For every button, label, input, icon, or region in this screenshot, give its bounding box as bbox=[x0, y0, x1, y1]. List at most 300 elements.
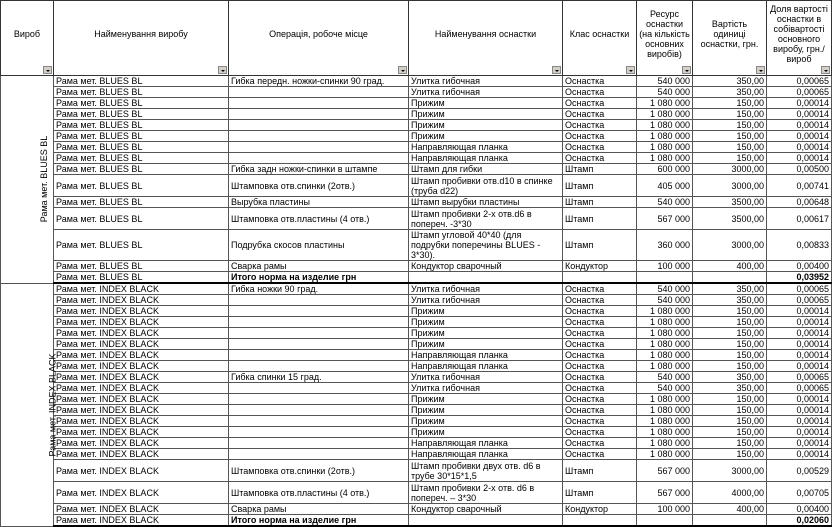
unit-cost-cell[interactable] bbox=[693, 515, 767, 527]
cost-share-cell[interactable]: 0,00014 bbox=[767, 109, 832, 120]
tool-class-cell[interactable]: Штамп bbox=[563, 175, 637, 197]
unit-cost-cell[interactable]: 150,00 bbox=[693, 438, 767, 449]
tool-class-cell[interactable]: Кондуктор bbox=[563, 504, 637, 515]
product-group-cell[interactable] bbox=[1, 76, 54, 284]
header-row bbox=[1, 1, 832, 76]
tool-name-cell[interactable]: Прижим bbox=[409, 98, 563, 109]
column-header-tool-resource bbox=[637, 1, 693, 76]
product-name-cell[interactable]: Рама мет. INDEX BLACK bbox=[54, 416, 229, 427]
tool-class-cell[interactable]: Оснастка bbox=[563, 295, 637, 306]
cost-share-cell[interactable]: 0,00014 bbox=[767, 153, 832, 164]
table-row bbox=[1, 230, 832, 261]
resource-cell[interactable]: 1 080 000 bbox=[637, 98, 693, 109]
cost-share-cell[interactable]: 0,00014 bbox=[767, 98, 832, 109]
unit-cost-cell[interactable]: 350,00 bbox=[693, 372, 767, 383]
cost-share-cell[interactable]: 0,00833 bbox=[767, 230, 832, 261]
operation-cell[interactable] bbox=[229, 405, 409, 416]
operation-cell[interactable] bbox=[229, 427, 409, 438]
filter-dropdown-button[interactable] bbox=[552, 66, 561, 74]
product-name-cell[interactable]: Рама мет. BLUES BL bbox=[54, 87, 229, 98]
filter-dropdown-button[interactable] bbox=[218, 66, 227, 74]
operation-cell[interactable] bbox=[229, 153, 409, 164]
cost-share-cell[interactable]: 0,00014 bbox=[767, 361, 832, 372]
cost-share-cell[interactable]: 0,00014 bbox=[767, 142, 832, 153]
product-name-cell[interactable]: Рама мет. INDEX BLACK bbox=[54, 339, 229, 350]
operation-cell[interactable] bbox=[229, 131, 409, 142]
cost-share-cell[interactable]: 0,00065 bbox=[767, 295, 832, 306]
operation-cell[interactable] bbox=[229, 350, 409, 361]
cost-share-cell[interactable]: 0,00741 bbox=[767, 175, 832, 197]
tool-name-cell[interactable]: Прижим bbox=[409, 317, 563, 328]
tool-class-cell[interactable]: Оснастка bbox=[563, 98, 637, 109]
tool-name-cell[interactable]: Направляющая планка bbox=[409, 153, 563, 164]
unit-cost-cell[interactable]: 150,00 bbox=[693, 339, 767, 350]
table-row bbox=[1, 175, 832, 197]
tool-class-cell[interactable]: Штамп bbox=[563, 460, 637, 482]
cost-share-cell[interactable]: 0,00014 bbox=[767, 328, 832, 339]
operation-cell[interactable] bbox=[229, 306, 409, 317]
operation-cell[interactable]: Гибка задн ножки-спинки в штампе bbox=[229, 164, 409, 175]
unit-cost-cell[interactable]: 350,00 bbox=[693, 295, 767, 306]
operation-cell[interactable] bbox=[229, 328, 409, 339]
operation-cell[interactable] bbox=[229, 317, 409, 328]
cost-share-cell[interactable]: 0,00065 bbox=[767, 87, 832, 98]
unit-cost-cell[interactable]: 3500,00 bbox=[693, 197, 767, 208]
column-header-tool-name bbox=[409, 1, 563, 76]
operation-cell[interactable]: Сварка рамы bbox=[229, 504, 409, 515]
unit-cost-cell[interactable]: 150,00 bbox=[693, 109, 767, 120]
tool-class-cell[interactable]: Оснастка bbox=[563, 394, 637, 405]
product-group-label: Рама мет. BLUES BL bbox=[39, 136, 50, 223]
unit-cost-cell[interactable]: 350,00 bbox=[693, 76, 767, 87]
cost-share-cell[interactable]: 0,00065 bbox=[767, 383, 832, 394]
tool-name-cell[interactable]: Прижим bbox=[409, 405, 563, 416]
unit-cost-cell[interactable]: 3000,00 bbox=[693, 230, 767, 261]
tool-name-cell[interactable]: Направляющая планка bbox=[409, 350, 563, 361]
operation-cell[interactable]: Штамповка отв.спинки (2отв.) bbox=[229, 460, 409, 482]
unit-cost-cell[interactable]: 4000,00 bbox=[693, 482, 767, 504]
cost-share-cell[interactable]: 0,00014 bbox=[767, 427, 832, 438]
tool-class-cell[interactable]: Штамп bbox=[563, 208, 637, 230]
resource-cell[interactable]: 1 080 000 bbox=[637, 339, 693, 350]
unit-cost-cell[interactable]: 150,00 bbox=[693, 394, 767, 405]
unit-cost-cell[interactable] bbox=[693, 272, 767, 284]
tool-class-cell[interactable]: Оснастка bbox=[563, 87, 637, 98]
tool-name-cell[interactable]: Прижим bbox=[409, 109, 563, 120]
operation-cell[interactable] bbox=[229, 383, 409, 394]
tool-name-cell[interactable]: Улитка гибочная bbox=[409, 76, 563, 87]
filter-dropdown-button[interactable] bbox=[821, 66, 830, 74]
cost-share-cell[interactable]: 0,00014 bbox=[767, 416, 832, 427]
operation-cell[interactable]: Штамповка отв.пластины (4 отв.) bbox=[229, 208, 409, 230]
resource-cell[interactable]: 1 080 000 bbox=[637, 427, 693, 438]
total-cost-share[interactable]: 0,03952 bbox=[767, 272, 832, 284]
product-name-cell[interactable]: Рама мет. BLUES BL bbox=[54, 98, 229, 109]
product-name-cell[interactable]: Рама мет. BLUES BL bbox=[54, 175, 229, 197]
table-row bbox=[1, 153, 832, 164]
resource-cell[interactable] bbox=[637, 515, 693, 527]
cost-share-cell[interactable]: 0,00014 bbox=[767, 131, 832, 142]
table-row bbox=[1, 427, 832, 438]
product-name-cell[interactable]: Рама мет. BLUES BL bbox=[54, 261, 229, 272]
tool-class-cell[interactable]: Оснастка bbox=[563, 405, 637, 416]
table-row bbox=[1, 350, 832, 361]
cost-share-cell[interactable]: 0,00014 bbox=[767, 120, 832, 131]
product-name-cell[interactable]: Рама мет. BLUES BL bbox=[54, 76, 229, 87]
product-name-cell[interactable]: Рама мет. INDEX BLACK bbox=[54, 405, 229, 416]
resource-cell[interactable]: 1 080 000 bbox=[637, 394, 693, 405]
resource-cell[interactable]: 540 000 bbox=[637, 76, 693, 87]
product-name-cell[interactable]: Рама мет. INDEX BLACK bbox=[54, 460, 229, 482]
tool-class-cell[interactable]: Штамп bbox=[563, 482, 637, 504]
tool-name-cell[interactable]: Направляющая планка bbox=[409, 438, 563, 449]
unit-cost-cell[interactable]: 150,00 bbox=[693, 153, 767, 164]
column-header-label: Операція, робоче місце bbox=[269, 29, 368, 39]
operation-cell[interactable]: Гибка ножки 90 град. bbox=[229, 283, 409, 295]
column-header-unit-cost bbox=[693, 1, 767, 76]
product-name-cell[interactable]: Рама мет. BLUES BL bbox=[54, 153, 229, 164]
tool-name-cell[interactable] bbox=[409, 272, 563, 284]
resource-cell[interactable]: 1 080 000 bbox=[637, 438, 693, 449]
column-header-product-group bbox=[1, 1, 54, 76]
operation-cell[interactable] bbox=[229, 109, 409, 120]
unit-cost-cell[interactable]: 150,00 bbox=[693, 142, 767, 153]
operation-cell[interactable] bbox=[229, 295, 409, 306]
resource-cell[interactable]: 100 000 bbox=[637, 504, 693, 515]
tool-class-cell[interactable]: Оснастка bbox=[563, 383, 637, 394]
table-row bbox=[1, 283, 832, 295]
tool-name-cell[interactable]: Улитка гибочная bbox=[409, 87, 563, 98]
product-name-cell[interactable]: Рама мет. INDEX BLACK bbox=[54, 504, 229, 515]
tool-name-cell[interactable]: Улитка гибочная bbox=[409, 295, 563, 306]
operation-cell[interactable] bbox=[229, 416, 409, 427]
tool-name-cell[interactable]: Штамп пробивки 2-х отв.d6 в попереч. -3*30 bbox=[409, 208, 563, 230]
cost-share-cell[interactable]: 0,00014 bbox=[767, 394, 832, 405]
product-name-cell[interactable]: Рама мет. BLUES BL bbox=[54, 131, 229, 142]
tool-name-cell[interactable]: Направляющая планка bbox=[409, 142, 563, 153]
product-name-cell[interactable]: Рама мет. BLUES BL bbox=[54, 208, 229, 230]
table-row bbox=[1, 339, 832, 350]
resource-cell[interactable]: 1 080 000 bbox=[637, 120, 693, 131]
resource-cell[interactable]: 1 080 000 bbox=[637, 405, 693, 416]
resource-cell[interactable]: 1 080 000 bbox=[637, 109, 693, 120]
tool-class-cell[interactable]: Оснастка bbox=[563, 153, 637, 164]
table-row bbox=[1, 449, 832, 460]
operation-cell[interactable] bbox=[229, 87, 409, 98]
table-row bbox=[1, 372, 832, 383]
operation-cell[interactable]: Штамповка отв.пластины (4 отв.) bbox=[229, 482, 409, 504]
table-row bbox=[1, 383, 832, 394]
table-row bbox=[1, 87, 832, 98]
resource-cell[interactable]: 540 000 bbox=[637, 197, 693, 208]
tool-name-cell[interactable]: Штамп пробивки 2-х отв. d6 в попереч. – 3*30 bbox=[409, 482, 563, 504]
table-row bbox=[1, 120, 832, 131]
product-name-cell[interactable]: Рама мет. INDEX BLACK bbox=[54, 438, 229, 449]
product-group-cell[interactable] bbox=[1, 283, 58, 526]
resource-cell[interactable]: 1 080 000 bbox=[637, 328, 693, 339]
table-row bbox=[1, 131, 832, 142]
product-name-cell[interactable]: Рама мет. INDEX BLACK bbox=[54, 350, 229, 361]
tool-class-cell[interactable]: Оснастка bbox=[563, 449, 637, 460]
unit-cost-cell[interactable]: 150,00 bbox=[693, 427, 767, 438]
tool-name-cell[interactable]: Прижим bbox=[409, 427, 563, 438]
column-header-label: Виpоб bbox=[13, 29, 41, 39]
resource-cell[interactable]: 540 000 bbox=[637, 295, 693, 306]
operation-cell[interactable] bbox=[229, 361, 409, 372]
resource-cell[interactable]: 405 000 bbox=[637, 175, 693, 197]
cost-share-cell[interactable]: 0,00065 bbox=[767, 372, 832, 383]
tool-class-cell[interactable]: Оснастка bbox=[563, 131, 637, 142]
tool-class-cell[interactable]: Оснастка bbox=[563, 306, 637, 317]
table-row bbox=[1, 482, 832, 504]
column-header-product-name bbox=[54, 1, 229, 76]
unit-cost-cell[interactable]: 350,00 bbox=[693, 283, 767, 295]
tool-name-cell[interactable]: Улитка гибочная bbox=[409, 383, 563, 394]
tool-class-cell[interactable]: Штамп bbox=[563, 230, 637, 261]
table-row bbox=[1, 416, 832, 427]
cost-share-cell[interactable]: 0,00014 bbox=[767, 306, 832, 317]
product-name-cell[interactable]: Рама мет. BLUES BL bbox=[54, 230, 229, 261]
filter-dropdown-button[interactable] bbox=[43, 66, 52, 74]
resource-cell[interactable]: 540 000 bbox=[637, 87, 693, 98]
unit-cost-cell[interactable]: 3500,00 bbox=[693, 208, 767, 230]
column-header-label: Найменування оснастки bbox=[434, 29, 537, 39]
operation-cell[interactable]: Штамповка отв.спинки (2отв.) bbox=[229, 175, 409, 197]
unit-cost-cell[interactable]: 150,00 bbox=[693, 120, 767, 131]
unit-cost-cell[interactable]: 150,00 bbox=[693, 306, 767, 317]
tool-name-cell[interactable]: Штамп пробивки двух отв. d6 в трубе 30*15*1,5 bbox=[409, 460, 563, 482]
resource-cell[interactable]: 1 080 000 bbox=[637, 361, 693, 372]
tool-class-cell[interactable]: Оснастка bbox=[563, 339, 637, 350]
column-header-label: Вартість одиниці оснастки, грн. bbox=[700, 19, 759, 49]
resource-cell[interactable] bbox=[637, 272, 693, 284]
product-name-cell[interactable]: Рама мет. INDEX BLACK bbox=[54, 482, 229, 504]
cost-share-cell[interactable]: 0,00400 bbox=[767, 261, 832, 272]
column-header-label: Доля вартості оснастки в собівартості основного виробу, грн./вироб bbox=[770, 4, 828, 64]
cost-share-cell[interactable]: 0,00705 bbox=[767, 482, 832, 504]
tool-class-cell[interactable]: Оснастка bbox=[563, 416, 637, 427]
operation-cell[interactable] bbox=[229, 98, 409, 109]
operation-cell[interactable] bbox=[229, 120, 409, 131]
resource-cell[interactable]: 1 080 000 bbox=[637, 306, 693, 317]
unit-cost-cell[interactable]: 400,00 bbox=[693, 504, 767, 515]
unit-cost-cell[interactable]: 150,00 bbox=[693, 416, 767, 427]
total-row bbox=[1, 272, 832, 284]
table-row bbox=[1, 98, 832, 109]
product-name-cell[interactable]: Рама мет. INDEX BLACK bbox=[54, 306, 229, 317]
cost-share-cell[interactable]: 0,00014 bbox=[767, 350, 832, 361]
tool-class-cell[interactable]: Оснастка bbox=[563, 438, 637, 449]
product-name-cell[interactable]: Рама мет. INDEX BLACK bbox=[54, 427, 229, 438]
operation-cell[interactable] bbox=[229, 142, 409, 153]
resource-cell[interactable]: 600 000 bbox=[637, 164, 693, 175]
operation-cell[interactable] bbox=[229, 394, 409, 405]
filter-dropdown-button[interactable] bbox=[756, 66, 765, 74]
total-label[interactable]: Итого норма на изделие грн bbox=[229, 515, 409, 527]
tool-name-cell[interactable]: Прижим bbox=[409, 306, 563, 317]
total-label[interactable]: Итого норма на изделие грн bbox=[229, 272, 409, 284]
tool-name-cell[interactable]: Кондуктор сварочный bbox=[409, 261, 563, 272]
tool-name-cell[interactable]: Прижим bbox=[409, 328, 563, 339]
resource-cell[interactable]: 567 000 bbox=[637, 482, 693, 504]
resource-cell[interactable]: 360 000 bbox=[637, 230, 693, 261]
cost-share-cell[interactable]: 0,00014 bbox=[767, 317, 832, 328]
resource-cell[interactable]: 1 080 000 bbox=[637, 317, 693, 328]
tool-name-cell[interactable]: Штамп для гибки bbox=[409, 164, 563, 175]
product-name-cell[interactable]: Рама мет. INDEX BLACK bbox=[54, 328, 229, 339]
operation-cell[interactable]: Подрубка скосов пластины bbox=[229, 230, 409, 261]
product-group-label: Рама мет. INDEX BLACK bbox=[47, 353, 58, 456]
tool-name-cell[interactable]: Прижим bbox=[409, 416, 563, 427]
cost-share-cell[interactable]: 0,00065 bbox=[767, 76, 832, 87]
operation-cell[interactable] bbox=[229, 339, 409, 350]
operation-cell[interactable]: Вырубка пластины bbox=[229, 197, 409, 208]
cost-share-cell[interactable]: 0,00617 bbox=[767, 208, 832, 230]
tool-class-cell[interactable]: Оснастка bbox=[563, 427, 637, 438]
tool-class-cell[interactable]: Оснастка bbox=[563, 76, 637, 87]
unit-cost-cell[interactable]: 150,00 bbox=[693, 405, 767, 416]
tool-name-cell[interactable]: Прижим bbox=[409, 339, 563, 350]
total-row bbox=[1, 515, 832, 527]
unit-cost-cell[interactable]: 350,00 bbox=[693, 383, 767, 394]
column-header-label: Ресурс оснастки (на кількість основних виробів) bbox=[639, 9, 690, 59]
product-name-cell[interactable]: Рама мет. INDEX BLACK bbox=[54, 283, 229, 295]
table-row bbox=[1, 328, 832, 339]
filter-dropdown-button[interactable] bbox=[398, 66, 407, 74]
table-row bbox=[1, 208, 832, 230]
tool-class-cell[interactable]: Оснастка bbox=[563, 283, 637, 295]
product-name-cell[interactable]: Рама мет. INDEX BLACK bbox=[54, 383, 229, 394]
tool-class-cell[interactable]: Оснастка bbox=[563, 350, 637, 361]
tool-name-cell[interactable]: Штамп вырубки пластины bbox=[409, 197, 563, 208]
column-header-tool-class bbox=[563, 1, 637, 76]
table-row bbox=[1, 164, 832, 175]
product-name-cell[interactable]: Рама мет. INDEX BLACK bbox=[54, 317, 229, 328]
tool-name-cell[interactable]: Направляющая планка bbox=[409, 449, 563, 460]
unit-cost-cell[interactable]: 3000,00 bbox=[693, 164, 767, 175]
unit-cost-cell[interactable]: 150,00 bbox=[693, 350, 767, 361]
cost-share-cell[interactable]: 0,00648 bbox=[767, 197, 832, 208]
resource-cell[interactable]: 1 080 000 bbox=[637, 153, 693, 164]
product-name-cell[interactable]: Рама мет. INDEX BLACK bbox=[54, 361, 229, 372]
resource-cell[interactable]: 567 000 bbox=[637, 208, 693, 230]
filter-dropdown-button[interactable] bbox=[682, 66, 691, 74]
resource-cell[interactable]: 1 080 000 bbox=[637, 416, 693, 427]
table-row bbox=[1, 306, 832, 317]
tool-name-cell[interactable]: Улитка гибочная bbox=[409, 372, 563, 383]
resource-cell[interactable]: 1 080 000 bbox=[637, 350, 693, 361]
tool-class-cell[interactable]: Оснастка bbox=[563, 109, 637, 120]
resource-cell[interactable]: 540 000 bbox=[637, 383, 693, 394]
cost-share-cell[interactable]: 0,00014 bbox=[767, 438, 832, 449]
column-header-label: Клас оснастки bbox=[569, 29, 630, 39]
operation-cell[interactable] bbox=[229, 449, 409, 460]
tool-class-cell[interactable]: Оснастка bbox=[563, 328, 637, 339]
resource-cell[interactable]: 540 000 bbox=[637, 372, 693, 383]
table-row bbox=[1, 394, 832, 405]
product-name-cell[interactable]: Рама мет. BLUES BL bbox=[54, 164, 229, 175]
tool-name-cell[interactable]: Штамп пробивки отв.d10 в спинке (труба d22) bbox=[409, 175, 563, 197]
product-name-cell[interactable]: Рама мет. BLUES BL bbox=[54, 142, 229, 153]
tool-name-cell[interactable]: Кондуктор сварочный bbox=[409, 504, 563, 515]
unit-cost-cell[interactable]: 3000,00 bbox=[693, 175, 767, 197]
tool-name-cell[interactable]: Прижим bbox=[409, 120, 563, 131]
tool-class-cell[interactable] bbox=[563, 272, 637, 284]
unit-cost-cell[interactable]: 150,00 bbox=[693, 361, 767, 372]
cost-share-cell[interactable]: 0,00014 bbox=[767, 449, 832, 460]
product-name-cell[interactable]: Рама мет. INDEX BLACK bbox=[54, 449, 229, 460]
unit-cost-cell[interactable]: 350,00 bbox=[693, 87, 767, 98]
product-name-cell[interactable]: Рама мет. BLUES BL bbox=[54, 197, 229, 208]
product-name-cell[interactable]: Рама мет. INDEX BLACK bbox=[54, 372, 229, 383]
tool-class-cell[interactable]: Оснастка bbox=[563, 120, 637, 131]
total-cost-share[interactable]: 0,02060 bbox=[767, 515, 832, 527]
product-name-cell[interactable]: Рама мет. INDEX BLACK bbox=[54, 394, 229, 405]
column-header-cost-share bbox=[767, 1, 832, 76]
operation-cell[interactable] bbox=[229, 438, 409, 449]
tool-class-cell[interactable]: Штамп bbox=[563, 197, 637, 208]
product-name-cell[interactable]: Рама мет. BLUES BL bbox=[54, 109, 229, 120]
tool-class-cell[interactable]: Оснастка bbox=[563, 317, 637, 328]
operation-cell[interactable]: Гибка передн. ножки-спинки 90 град. bbox=[229, 76, 409, 87]
resource-cell[interactable]: 540 000 bbox=[637, 283, 693, 295]
unit-cost-cell[interactable]: 150,00 bbox=[693, 328, 767, 339]
tool-name-cell[interactable]: Прижим bbox=[409, 131, 563, 142]
cost-share-cell[interactable]: 0,00529 bbox=[767, 460, 832, 482]
tool-name-cell[interactable]: Штамп угловой 40*40 (для подрубки поперечины BLUES - 3*30). bbox=[409, 230, 563, 261]
filter-dropdown-button[interactable] bbox=[626, 66, 635, 74]
unit-cost-cell[interactable]: 150,00 bbox=[693, 131, 767, 142]
unit-cost-cell[interactable]: 400,00 bbox=[693, 261, 767, 272]
tool-class-cell[interactable] bbox=[563, 515, 637, 527]
unit-cost-cell[interactable]: 3000,00 bbox=[693, 460, 767, 482]
table-row bbox=[1, 295, 832, 306]
resource-cell[interactable]: 567 000 bbox=[637, 460, 693, 482]
cost-share-cell[interactable]: 0,00065 bbox=[767, 283, 832, 295]
operation-cell[interactable]: Гибка спинки 15 град. bbox=[229, 372, 409, 383]
unit-cost-cell[interactable]: 150,00 bbox=[693, 98, 767, 109]
tool-name-cell[interactable]: Прижим bbox=[409, 394, 563, 405]
table-row bbox=[1, 460, 832, 482]
table-row bbox=[1, 438, 832, 449]
resource-cell[interactable]: 1 080 000 bbox=[637, 449, 693, 460]
resource-cell[interactable]: 1 080 000 bbox=[637, 131, 693, 142]
unit-cost-cell[interactable]: 150,00 bbox=[693, 449, 767, 460]
unit-cost-cell[interactable]: 150,00 bbox=[693, 317, 767, 328]
tool-class-cell[interactable]: Оснастка bbox=[563, 142, 637, 153]
cost-share-cell[interactable]: 0,00014 bbox=[767, 339, 832, 350]
resource-cell[interactable]: 100 000 bbox=[637, 261, 693, 272]
tool-class-cell[interactable]: Оснастка bbox=[563, 361, 637, 372]
table-row bbox=[1, 76, 832, 87]
product-name-cell[interactable]: Рама мет. BLUES BL bbox=[54, 120, 229, 131]
cost-share-cell[interactable]: 0,00500 bbox=[767, 164, 832, 175]
tool-class-cell[interactable]: Штамп bbox=[563, 164, 637, 175]
cost-share-cell[interactable]: 0,00014 bbox=[767, 405, 832, 416]
resource-cell[interactable]: 1 080 000 bbox=[637, 142, 693, 153]
tool-class-cell[interactable]: Оснастка bbox=[563, 372, 637, 383]
tool-class-cell[interactable]: Кондуктор bbox=[563, 261, 637, 272]
product-name-cell[interactable]: Рама мет. INDEX BLACK bbox=[54, 295, 229, 306]
cost-share-cell[interactable]: 0,00400 bbox=[767, 504, 832, 515]
tool-name-cell[interactable]: Улитка гибочная bbox=[409, 283, 563, 295]
tool-name-cell[interactable] bbox=[409, 515, 563, 527]
product-name-cell[interactable]: Рама мет. BLUES BL bbox=[54, 272, 229, 284]
operation-cell[interactable]: Сварка рамы bbox=[229, 261, 409, 272]
product-name-cell[interactable]: Рама мет. INDEX BLACK bbox=[54, 515, 229, 527]
tool-name-cell[interactable]: Направляющая планка bbox=[409, 361, 563, 372]
table-row bbox=[1, 361, 832, 372]
